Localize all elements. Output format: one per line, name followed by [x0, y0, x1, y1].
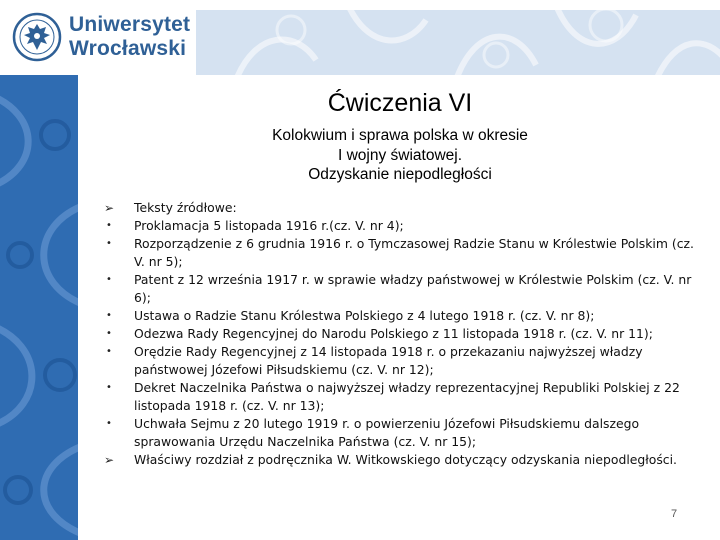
subtitle-line-2: I wojny światowej.	[337, 146, 463, 164]
dot-bullet-icon: •	[106, 220, 112, 231]
list-item-text: Orędzie Rady Regencyjnej z 14 listopada 1918 r. o przekazaniu najwyższej władzy państwowej Józefowi Piłsudskiemu (cz. V. nr 12);	[134, 344, 643, 377]
dot-bullet-icon: •	[106, 382, 112, 393]
header-decorative-band	[196, 10, 720, 75]
dot-bullet-icon: •	[106, 346, 112, 357]
arrow-bullet-icon: ➢	[104, 201, 115, 215]
university-eagle-emblem-icon	[12, 12, 62, 62]
list-item	[104, 343, 704, 379]
list-item-text: Właściwy rozdział z podręcznika W. Witkowskiego dotyczący odzyskania niepodległości.	[134, 452, 677, 467]
list-item-text: Patent z 12 września 1917 r. w sprawie władzy państwowej w Królestwie Polskim (cz. V. nr 6);	[134, 272, 692, 305]
left-decorative-column	[0, 75, 78, 540]
list-item-text: Proklamacja 5 listopada 1916 r.(cz. V. nr 4);	[134, 218, 404, 233]
subtitle-line-1: Kolokwium i sprawa polska w okresie	[272, 127, 528, 144]
header-pattern-icon	[196, 10, 720, 75]
slide-title: Ćwiczenia VI	[327, 89, 473, 117]
list-item	[104, 379, 704, 415]
list-item	[104, 415, 704, 451]
list-item	[104, 271, 704, 307]
university-name-line2: Wrocławski	[69, 37, 187, 60]
list-item-text: Uchwała Sejmu z 20 lutego 1919 r. o powierzeniu Józefowi Piłsudskiemu dalszego sprawowania Urzędu Naczelnika Państwa (cz. V. nr 15);	[134, 416, 640, 449]
list-item-text: Ustawa o Radzie Stanu Królestwa Polskiego z 4 lutego 1918 r. (cz. V. nr 8);	[134, 308, 595, 323]
university-logo	[0, 0, 196, 75]
source-text-list	[104, 199, 704, 469]
dot-bullet-icon: •	[106, 310, 112, 321]
list-item	[104, 325, 704, 343]
slide-header	[0, 0, 720, 75]
arrow-bullet-icon: ➢	[104, 453, 115, 467]
list-item	[104, 451, 704, 469]
list-item-text: Odezwa Rady Regencyjnej do Narodu Polskiego z 11 listopada 1918 r. (cz. V. nr 11);	[134, 326, 653, 341]
list-item	[104, 235, 704, 271]
university-name-line1: Uniwersytet	[69, 13, 191, 36]
dot-bullet-icon: •	[106, 418, 112, 429]
page-number: 7	[670, 508, 678, 520]
dot-bullet-icon: •	[106, 274, 112, 285]
list-item-text: Rozporządzenie z 6 grudnia 1916 r. o Tymczasowej Radzie Stanu w Królestwie Polskim (cz. V. nr 5);	[134, 236, 694, 269]
list-item-text: Dekret Naczelnika Państwa o najwyższej władzy reprezentacyjnej Republiki Polskiej z 22 listopada 1918 r. (cz. V. nr 13);	[134, 380, 680, 413]
dot-bullet-icon: •	[106, 328, 112, 339]
subtitle-line-3: Odzyskanie niepodległości	[308, 166, 492, 183]
slide-subtitle	[80, 126, 720, 185]
left-column-pattern-icon	[0, 75, 78, 540]
list-item	[104, 199, 704, 217]
list-item	[104, 307, 704, 325]
list-item-text: Teksty źródłowe:	[134, 200, 237, 215]
list-item	[104, 217, 704, 235]
dot-bullet-icon: •	[106, 238, 112, 249]
